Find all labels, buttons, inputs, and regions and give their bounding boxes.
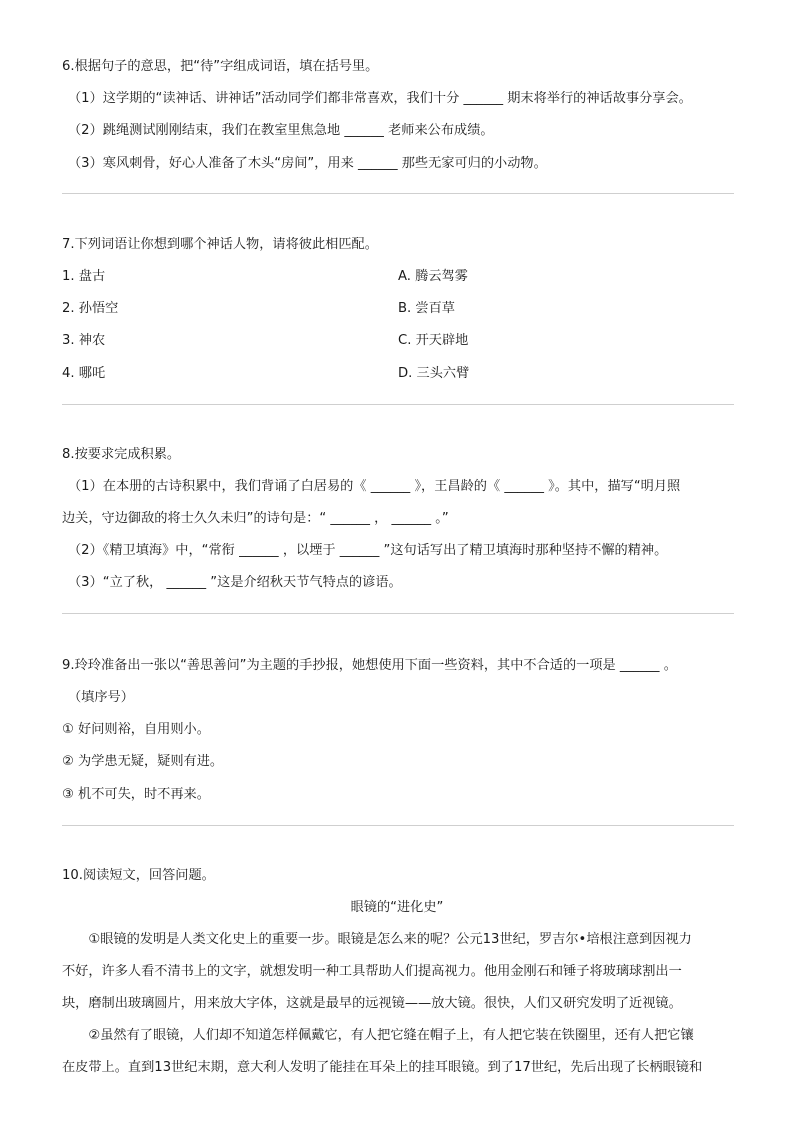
question-6-item-3: （3）寒风刺骨，好心人准备了木头“房间”，用来 ______ 那些无家可归的小动物。 xyxy=(68,156,547,171)
match-right-a: A. 腾云驾雾 xyxy=(398,269,468,284)
question-7-title: 7.下列词语让你想到哪个神话人物，请将彼此相匹配。 xyxy=(62,237,378,252)
section-divider xyxy=(62,613,734,614)
match-right-c: C. 开天辟地 xyxy=(398,333,469,348)
match-left-2: 2. 孙悟空 xyxy=(62,301,119,316)
article-paragraph-2-line-1: ②虽然有了眼镜，人们却不知道怎样佩戴它，有人把它缝在帽子上，有人把它装在铁圈里，还有人把它镶 xyxy=(62,1028,694,1043)
article-paragraph-2-line-2: 在皮带上。直到13世纪末期，意大利人发明了能挂在耳朵上的挂耳眼镜。到了17世纪，先后出现了长柄眼镜和 xyxy=(62,1060,703,1075)
question-8-line-1: （1）在本册的古诗积累中，我们背诵了白居易的《 ______ 》，王昌龄的《 ______ 》。其中，描写“明月照 xyxy=(68,479,681,494)
question-10-title: 10.阅读短文，回答问题。 xyxy=(62,868,215,883)
section-divider xyxy=(62,193,734,194)
article-title: 眼镜的“进化史” xyxy=(350,900,444,915)
question-9-note: （填序号） xyxy=(68,690,134,705)
match-left-4: 4. 哪吒 xyxy=(62,366,106,381)
match-left-1: 1. 盘古 xyxy=(62,269,106,284)
question-9-option-2: ② 为学患无疑，疑则有进。 xyxy=(62,754,224,769)
question-6-title: 6.根据句子的意思，把“待”字组成词语，填在括号里。 xyxy=(62,59,379,74)
question-9-option-3: ③ 机不可失，时不再来。 xyxy=(62,787,210,802)
question-9-title: 9.玲玲准备出一张以“善思善问”为主题的手抄报，她想使用下面一些资料，其中不合适的一项是 ______ 。 xyxy=(62,658,677,673)
match-right-d: D. 三头六臂 xyxy=(398,366,470,381)
question-8-line-4: （3）“立了秋， ______ ”这是介绍秋天节气特点的谚语。 xyxy=(68,575,402,590)
question-8-line-3: （2）《精卫填海》中，“常衔 ______ ，以堙于 ______ ”这句话写出了精卫填海时那种坚持不懈的精神。 xyxy=(68,543,668,558)
section-divider xyxy=(62,404,734,405)
question-6-item-1: （1）这学期的“读神话、讲神话”活动同学们都非常喜欢，我们十分 ______ 期末将举行的神话故事分享会。 xyxy=(68,91,692,106)
question-6-item-2: （2）跳绳测试刚刚结束，我们在教室里焦急地 ______ 老师来公布成绩。 xyxy=(68,123,494,138)
question-8-title: 8.按要求完成积累。 xyxy=(62,447,181,462)
question-9-option-1: ① 好问则裕，自用则小。 xyxy=(62,722,210,737)
article-paragraph-1-line-3: 块，磨制出玻璃圆片，用来放大字体，这就是最早的远视镜——放大镜。很快，人们又研究发明了近视镜。 xyxy=(62,996,682,1011)
match-left-3: 3. 神农 xyxy=(62,333,106,348)
article-paragraph-1-line-1: ①眼镜的发明是人类文化史上的重要一步。眼镜是怎么来的呢？公元13世纪，罗吉尔•培根注意到因视力 xyxy=(62,932,692,947)
match-right-b: B. 尝百草 xyxy=(398,301,455,316)
article-paragraph-1-line-2: 不好，许多人看不清书上的文字，就想发明一种工具帮助人们提高视力。他用金刚石和锤子将玻璃球割出一 xyxy=(62,964,682,979)
question-8-line-2: 边关，守边御敌的将士久久未归”的诗句是：“ ______ ， ______ 。” xyxy=(62,511,449,526)
section-divider xyxy=(62,825,734,826)
